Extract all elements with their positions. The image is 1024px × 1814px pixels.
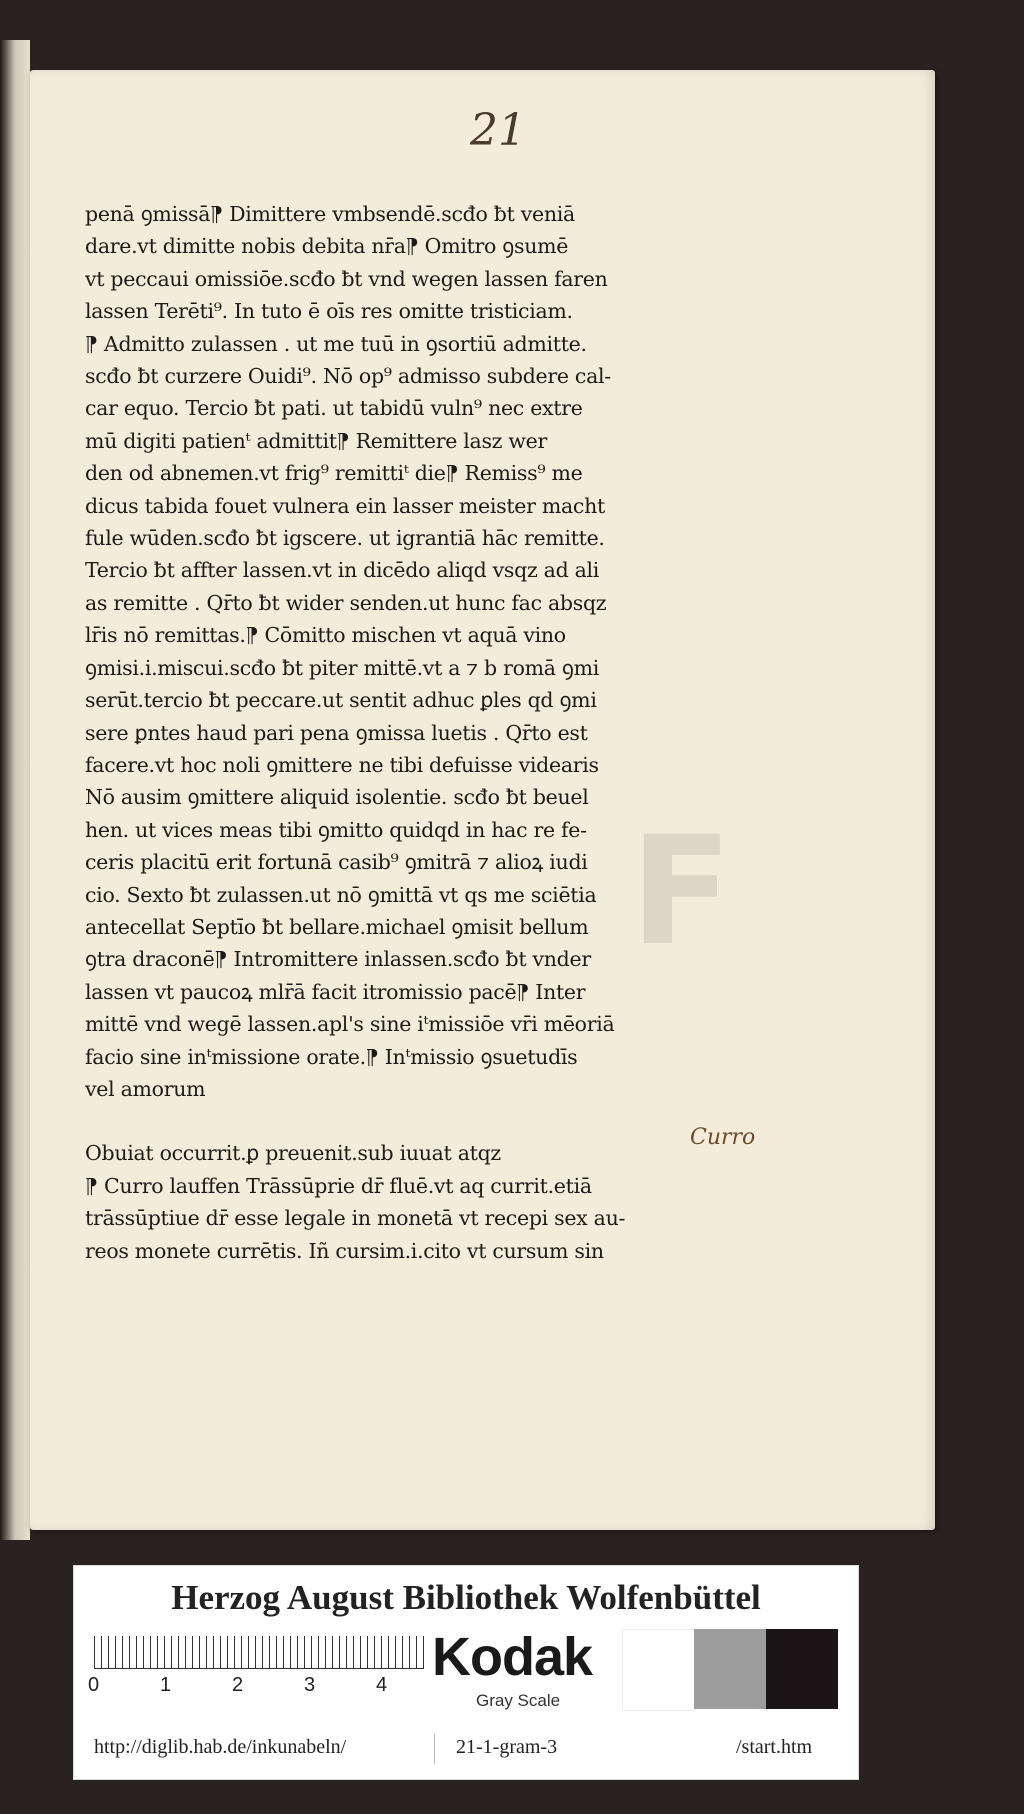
text-line: ⁋ Curro lauffen Trāssūprie dr̄ fluē.vt aq currit.etiā — [85, 1173, 592, 1198]
library-title: Herzog August Bibliothek Wolfenbüttel — [171, 1578, 761, 1617]
text-line: dicus tabida fouet vulnera ein lasser meister macht — [85, 493, 605, 518]
text-line: Nō ausim ꝯmittere aliquid isolentie. scđo ƀt beuel — [85, 785, 589, 810]
text-line: lassen Terēti⁹. In tuto ē oīs res omitte tristiciam. — [85, 299, 573, 324]
text-line: ⁋ Admitto zulassen . ut me tuū in ꝯsortiū admitte. — [85, 331, 587, 356]
text-line: dare.vt dimitte nobis debita nr̄a⁋ Omitro ꝯsumē — [85, 234, 569, 259]
paragraph-block-2 — [85, 1137, 725, 1267]
url-link-middle[interactable]: 21-1-gram-3 — [456, 1736, 558, 1758]
ruler-label: 0 — [88, 1674, 100, 1696]
text-line: as remitte . Qr̄to ƀt wider senden.ut hunc fac absqz — [85, 590, 607, 615]
text-line: lr̄is nō remittas.⁋ Cōmitto mischen vt aquā vino — [85, 623, 566, 648]
marginal-note: Curro — [690, 1125, 756, 1150]
text-line: ꝯmisi.i.miscui.scđo ƀt piter mittē.vt a ⁊ b romā ꝯmi — [85, 655, 600, 680]
url-link-left[interactable]: http://diglib.hab.de/inkunabeln/ — [94, 1736, 347, 1758]
ruler-label: 2 — [232, 1674, 244, 1696]
paragraph-gap — [85, 1105, 725, 1137]
text-line: mū digiti patienᵗ admittit⁋ Remittere lasz wer — [85, 428, 547, 453]
color-scale-card — [73, 1565, 859, 1780]
gray-scale-label: Gray Scale — [476, 1691, 561, 1710]
ruler-label: 1 — [160, 1674, 172, 1696]
text-line: hen. ut vices meas tibi ꝯmitto quidqd in hac re fe- — [85, 817, 587, 842]
text-line: trāssūptiue dr̄ esse legale in monetā vt recepi sex au- — [85, 1206, 626, 1231]
text-line: serūt.tercio ƀt peccare.ut sentit adhuc ꝑles qd ꝯmi — [85, 688, 597, 713]
text-line: Obuiat occurrit.ꝑ preuenit.sub iuuat atqz — [85, 1141, 501, 1166]
text-line: facio sine inᵗmissione orate.⁋ Inᵗmissio ꝯsuetudīs — [85, 1044, 578, 1069]
url-row — [74, 1726, 858, 1766]
text-line: vt peccaui omissiōe.scđo ƀt vnd wegen lassen faren — [85, 266, 608, 291]
text-line: antecellat Septīo ƀt bellare.michael ꝯmisit bellum — [85, 914, 589, 939]
ruler-label: 3 — [304, 1674, 316, 1696]
kodak-logo: Kodak — [432, 1627, 593, 1687]
text-line: penā ꝯmissā⁋ Dimittere vmbsendē.scđo ƀt veniā — [85, 202, 575, 226]
folio-number: 21 — [470, 105, 526, 156]
url-divider — [434, 1734, 435, 1764]
adjacent-page-edge — [0, 40, 30, 1540]
text-line: facere.vt hoc noli ꝯmittere ne tibi defuisse videaris — [85, 752, 599, 777]
text-line: vel amorum — [85, 1076, 206, 1101]
ruler — [94, 1636, 424, 1669]
text-line: car equo. Tercio ƀt pati. ut tabidū vuln⁹ nec extre — [85, 396, 583, 421]
text-line: reos monete currētis. Iñ cursim.i.cito vt cursum sin — [85, 1238, 604, 1263]
text-line: ꝯtra draconē⁋ Intromittere inlassen.scđo ƀt vnder — [85, 947, 591, 972]
text-block — [85, 198, 725, 1267]
gray-swatch-mid — [694, 1629, 766, 1709]
text-line: mittē vnd wegē lassen.apl's sine iᵗmissiōe vr̄i mēoriā — [85, 1012, 615, 1037]
ruler-label: 4 — [376, 1674, 388, 1696]
text-line: fule wūden.scđo ƀt igscere. ut igrantiā hāc remitte. — [85, 526, 605, 551]
text-line: lassen vt paucoꝝ mlr̄ā facit itromissio pacē⁋ Inter — [85, 979, 586, 1004]
gray-swatch-white — [622, 1629, 696, 1711]
manuscript-page — [30, 70, 935, 1530]
text-line: ceris placitū erit fortunā casib⁹ ꝯmitrā ⁊ alioꝝ iudi — [85, 850, 588, 875]
text-line: scđo ƀt curzere Ouidi⁹. Nō op⁹ admisso subdere cal- — [85, 364, 611, 389]
url-link-right[interactable]: /start.htm — [736, 1736, 813, 1758]
text-line: den od abnemen.vt frig⁹ remittiᵗ die⁋ Remiss⁹ me — [85, 461, 583, 486]
text-line: sere ꝑntes haud pari pena ꝯmissa luetis . Qr̄to est — [85, 720, 588, 745]
text-line: cio. Sexto ƀt zulassen.ut nō ꝯmittā vt qs me sciētia — [85, 882, 597, 907]
text-line: Tercio ƀt affter lassen.vt in dicēdo aliqd vsqz ad ali — [85, 558, 600, 583]
watermark: F — [630, 805, 733, 979]
paragraph-block-1 — [85, 198, 725, 1105]
gray-swatch-black — [766, 1629, 838, 1709]
